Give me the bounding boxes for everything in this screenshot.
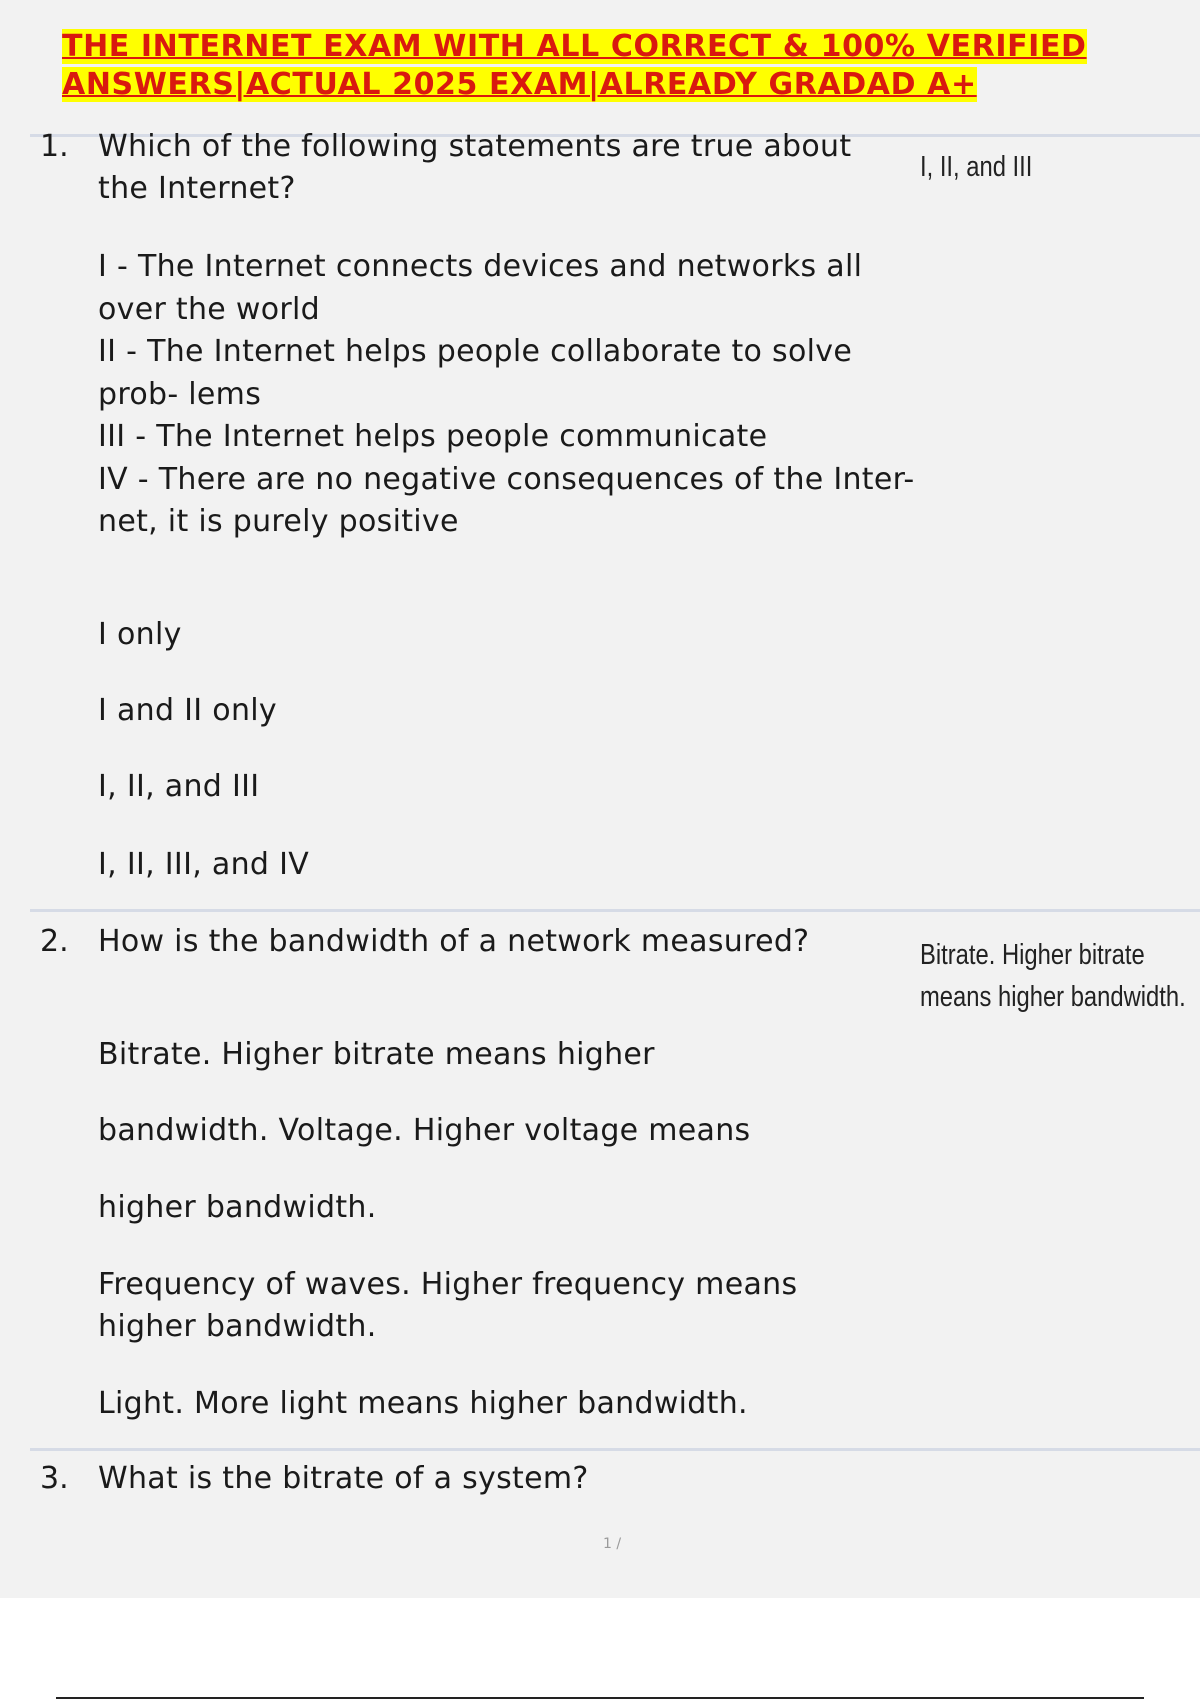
question-divider [30,1448,1200,1451]
answer-option: I, II, and III [98,769,260,804]
statement: II - The Internet helps people collaborate to solve prob- lems [98,334,853,412]
answer-option: bandwidth. Voltage. Higher voltage means [98,1113,751,1148]
title-line-2: ANSWERS|ACTUAL 2025 EXAM|ALREADY GRADAD A+ [62,67,977,102]
question-text: How is the bandwidth of a network measured? [98,924,810,959]
document-title [62,28,1142,104]
statement: I - The Internet connects devices and networks all over the world [98,249,863,327]
question-text: What is the bitrate of a system? [98,1461,589,1496]
page-number: 1 / [603,1536,622,1552]
question-number: 3. [40,1461,69,1496]
statement: III - The Internet helps people communicate [98,419,768,454]
answer-option: I, II, III, and IV [98,847,310,882]
title-line-1: THE INTERNET EXAM WITH ALL CORRECT & 100% VERIFIED [62,29,1087,64]
question-answer: I, II, and III [920,151,1033,183]
answer-option: Bitrate. Higher bitrate means higher [98,1037,655,1072]
answer-option: I only [98,617,182,652]
answer-option: I and II only [98,693,277,728]
question-divider [30,909,1200,912]
question-answer: Bitrate. Higher bitrate means higher bandwidth. [920,939,1186,1013]
footer-divider [56,1697,1144,1699]
answer-option: Frequency of waves. Higher frequency means higher bandwidth. [98,1267,798,1344]
answer-option: higher bandwidth. [98,1190,377,1225]
statement-list [98,246,918,544]
statement: IV - There are no negative consequences of the Inter- net, it is purely positive [98,461,915,539]
question-number: 1. [40,129,69,164]
answer-option: Light. More light means higher bandwidth. [98,1386,748,1421]
question-number: 2. [40,924,69,959]
question-text: Which of the following statements are true about the Internet? [98,129,852,206]
